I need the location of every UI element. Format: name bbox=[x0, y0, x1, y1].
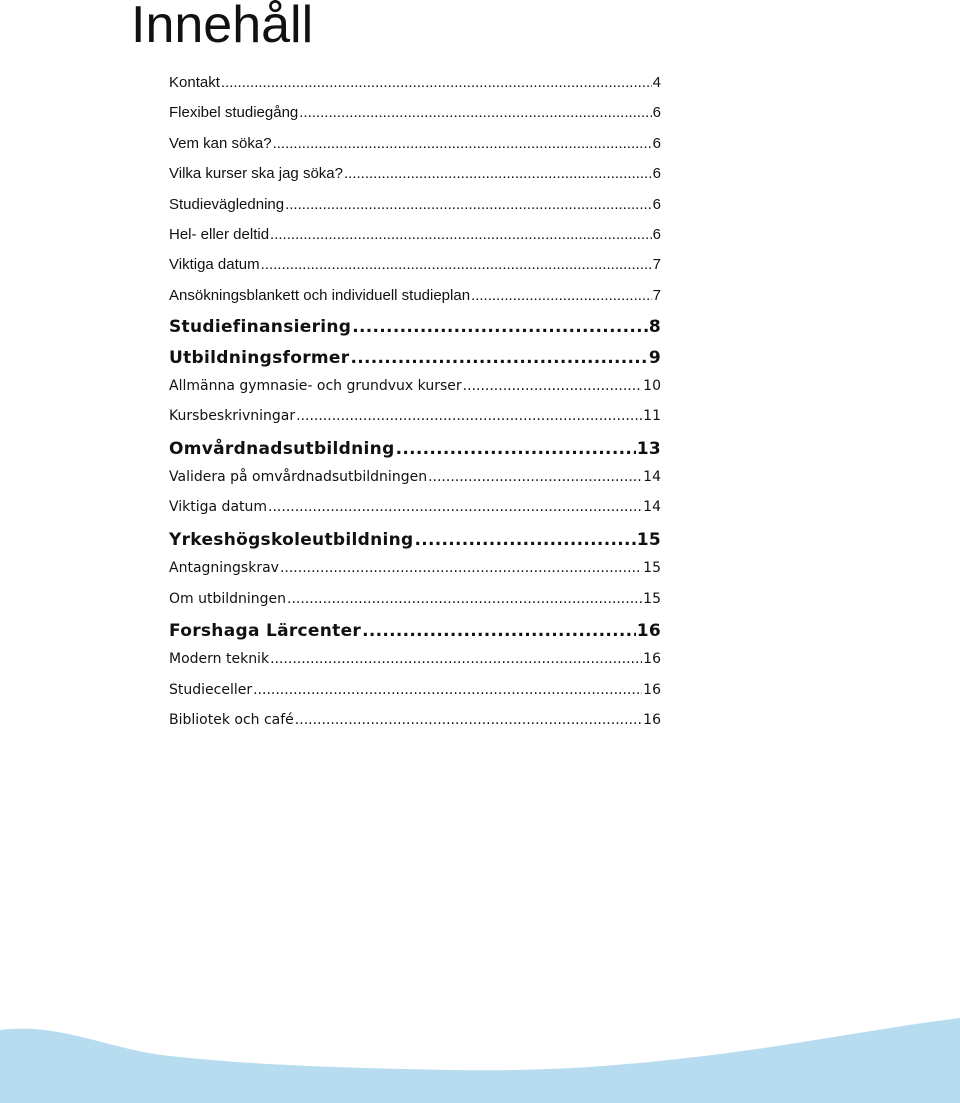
toc-entry[interactable] bbox=[169, 196, 661, 226]
toc-entry-label: Vilka kurser ska jag söka? bbox=[169, 165, 343, 183]
toc-entry-page-number: 15 bbox=[643, 590, 661, 607]
toc-entry-page-number: 10 bbox=[643, 377, 661, 394]
toc-entry-page-number: 11 bbox=[643, 408, 661, 425]
toc-entry[interactable] bbox=[169, 378, 661, 408]
toc-entry[interactable] bbox=[169, 74, 661, 104]
toc-entry[interactable] bbox=[169, 256, 661, 286]
toc-entry-label: Studievägledning bbox=[169, 195, 285, 213]
toc-entry-label: Flexibel studiegång bbox=[169, 104, 299, 122]
toc-entry-label: Kontakt bbox=[169, 74, 220, 91]
toc-leader-dots bbox=[396, 439, 636, 459]
toc-entry-label: Ansökningsblankett och individuell studieplan bbox=[169, 286, 471, 304]
toc-leader-dots bbox=[428, 469, 642, 485]
toc-entry[interactable] bbox=[169, 348, 661, 378]
toc-leader-dots bbox=[270, 651, 642, 667]
toc-entry-page-number: 6 bbox=[652, 165, 661, 183]
toc-entry-page-number: 9 bbox=[648, 347, 661, 368]
toc-leader-dots bbox=[463, 378, 643, 394]
toc-entry[interactable] bbox=[169, 135, 661, 165]
toc-entry-page-number: 16 bbox=[643, 712, 661, 729]
toc-leader-dots bbox=[253, 682, 642, 698]
toc-entry[interactable] bbox=[169, 530, 661, 560]
toc-entry[interactable] bbox=[169, 621, 661, 651]
toc-leader-dots bbox=[261, 256, 652, 273]
toc-entry[interactable] bbox=[169, 165, 661, 195]
toc-entry[interactable] bbox=[169, 439, 661, 469]
toc-leader-dots bbox=[362, 621, 636, 641]
toc-entry-label: Bibliotek och café bbox=[169, 712, 294, 729]
toc-leader-dots bbox=[285, 196, 652, 213]
toc-leader-dots bbox=[471, 287, 652, 304]
toc-entry-page-number: 14 bbox=[643, 469, 661, 486]
toc-entry[interactable] bbox=[169, 591, 661, 621]
toc-leader-dots bbox=[350, 348, 647, 368]
toc-entry-page-number: 6 bbox=[652, 195, 661, 213]
toc-leader-dots bbox=[270, 226, 652, 243]
toc-leader-dots bbox=[280, 560, 642, 576]
toc-entry-page-number: 14 bbox=[643, 499, 661, 516]
toc-entry[interactable] bbox=[169, 560, 661, 590]
toc-entry-page-number: 7 bbox=[652, 286, 661, 304]
page-title: Innehåll bbox=[131, 0, 314, 54]
toc-entry-page-number: 16 bbox=[643, 651, 661, 668]
wave-shape bbox=[0, 1018, 960, 1103]
toc-entry-page-number: 15 bbox=[643, 560, 661, 577]
toc-entry-page-number: 16 bbox=[636, 621, 661, 642]
toc-leader-dots bbox=[273, 135, 652, 152]
toc-leader-dots bbox=[295, 712, 642, 728]
toc-leader-dots bbox=[344, 165, 652, 182]
toc-entry-page-number: 16 bbox=[643, 681, 661, 698]
toc-entry-label: Kursbeskrivningar bbox=[169, 408, 296, 425]
toc-entry-label: Validera på omvårdnadsutbildningen bbox=[169, 469, 428, 486]
toc-entry[interactable] bbox=[169, 712, 661, 742]
toc-entry-page-number: 4 bbox=[652, 74, 661, 91]
toc-entry-label: Hel- eller deltid bbox=[169, 225, 270, 243]
toc-entry-label: Studiefinansiering bbox=[169, 317, 352, 338]
toc-entry-page-number: 6 bbox=[652, 134, 661, 152]
toc-entry[interactable] bbox=[169, 682, 661, 712]
toc-entry-page-number: 7 bbox=[652, 256, 661, 274]
toc-leader-dots bbox=[287, 591, 642, 607]
toc-entry[interactable] bbox=[169, 408, 661, 438]
toc-entry-label: Utbildningsformer bbox=[169, 347, 350, 368]
toc-entry-label: Yrkeshögskoleutbildning bbox=[169, 529, 414, 550]
toc-entry[interactable] bbox=[169, 287, 661, 317]
toc-entry-label: Omvårdnadsutbildning bbox=[169, 438, 395, 459]
toc-entry-page-number: 15 bbox=[636, 529, 661, 550]
toc-entry-label: Modern teknik bbox=[169, 651, 270, 668]
toc-entry-page-number: 6 bbox=[652, 225, 661, 243]
toc-entry-label: Vem kan söka? bbox=[169, 134, 272, 152]
footer-wave-decoration bbox=[0, 1010, 960, 1103]
toc-entry[interactable] bbox=[169, 499, 661, 529]
toc-entry[interactable] bbox=[169, 651, 661, 681]
toc-entry-page-number: 13 bbox=[636, 438, 661, 459]
toc-entry-label: Om utbildningen bbox=[169, 590, 287, 607]
toc-entry-label: Viktiga datum bbox=[169, 499, 268, 516]
toc-entry[interactable] bbox=[169, 317, 661, 347]
toc-entry-label: Studieceller bbox=[169, 681, 253, 698]
toc-entry-page-number: 8 bbox=[648, 317, 661, 338]
toc-leader-dots bbox=[268, 499, 642, 515]
toc-entry-page-number: 6 bbox=[652, 104, 661, 122]
toc-entry[interactable] bbox=[169, 469, 661, 499]
toc-leader-dots bbox=[352, 317, 648, 337]
toc-entry[interactable] bbox=[169, 104, 661, 134]
toc-leader-dots bbox=[299, 104, 651, 121]
toc-entry-label: Antagningskrav bbox=[169, 560, 279, 577]
toc-entry-label: Viktiga datum bbox=[169, 256, 260, 274]
toc-entry[interactable] bbox=[169, 226, 661, 256]
table-of-contents bbox=[169, 74, 661, 743]
toc-leader-dots bbox=[414, 530, 635, 550]
toc-entry-label: Forshaga Lärcenter bbox=[169, 621, 362, 642]
toc-leader-dots bbox=[221, 74, 652, 91]
toc-leader-dots bbox=[296, 408, 642, 424]
toc-entry-label: Allmänna gymnasie- och grundvux kurser bbox=[169, 377, 462, 394]
